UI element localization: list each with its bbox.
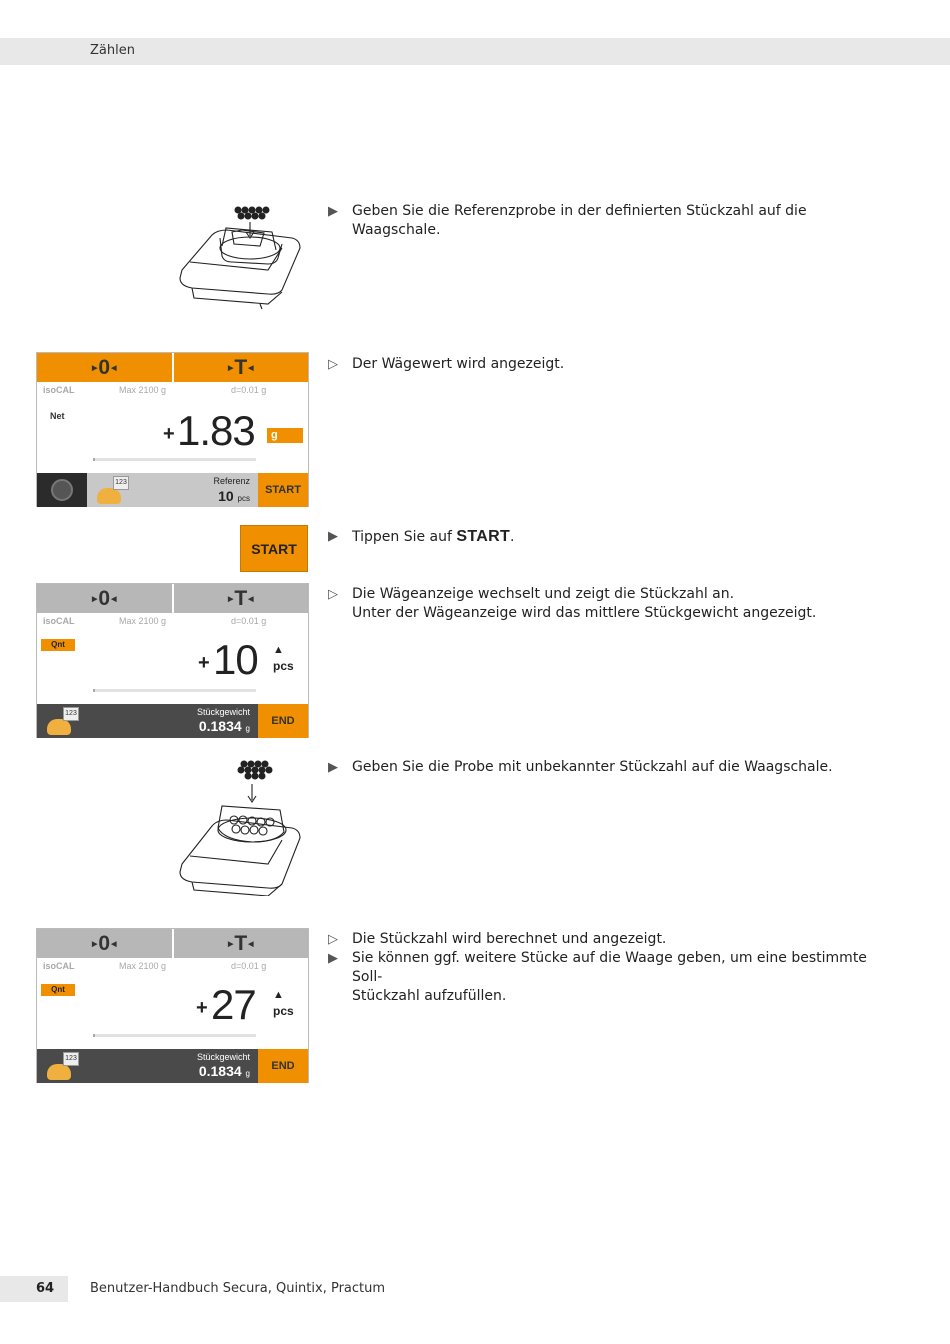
counting-app-icon[interactable]: 123 (95, 476, 131, 504)
end-softkey[interactable]: END (258, 1049, 308, 1083)
zero-key[interactable]: ▶ 0 ◀ (37, 929, 172, 958)
action-marker-icon: ▶ (328, 760, 338, 775)
menu-button[interactable] (37, 473, 87, 507)
arrow-left-icon: ◀ (248, 364, 254, 372)
mode-label: Net (50, 411, 65, 421)
piece-weight-info: Stückgewicht 0.1834 g (196, 1052, 250, 1079)
action-marker-icon: ▶ (328, 951, 338, 966)
value-sign: + (196, 997, 208, 1019)
arrow-right-icon: ▶ (92, 595, 98, 603)
page-number: 64 (36, 1281, 55, 1296)
balance-display-weight (36, 352, 309, 507)
capacity-bar (93, 689, 256, 692)
counting-app-icon[interactable]: 123 (45, 1052, 81, 1080)
arrow-right-icon: ▶ (227, 364, 234, 372)
capacity-bar (93, 458, 256, 461)
menu-icon (51, 479, 73, 501)
start-softkey[interactable]: START (258, 473, 308, 507)
value-sign: + (163, 423, 175, 445)
warning-icon: ▲ (273, 989, 284, 1001)
result-marker-icon: ▷ (328, 587, 338, 602)
readability: d=0.01 g (231, 961, 267, 971)
counting-app-icon[interactable]: 123 (45, 707, 81, 735)
scale-reference-illustration (172, 200, 307, 310)
tare-key[interactable]: ▶ T ◀ (172, 584, 309, 613)
capacity-bar (93, 1034, 256, 1037)
action-marker-icon: ▶ (328, 204, 338, 219)
mode-badge: Qnt (41, 639, 75, 651)
isocal-label: isoCAL (43, 616, 75, 626)
step-place-reference: ▶ Geben Sie die Referenzprobe in der definierten Stückzahl auf die Waagschale. (328, 203, 807, 238)
max-capacity: Max 2100 g (119, 616, 167, 626)
max-capacity: Max 2100 g (119, 385, 167, 395)
reference-info: Referenz 10 pcs (213, 476, 250, 504)
arrow-right-icon: ▶ (227, 595, 234, 603)
balance-display-count-27 (36, 928, 309, 1083)
readability: d=0.01 g (231, 616, 267, 626)
count-value: 27 (211, 981, 256, 1028)
value-sign: + (198, 652, 210, 674)
scale-unknown-sample-illustration (172, 756, 307, 896)
end-softkey[interactable]: END (258, 704, 308, 738)
arrow-right-icon: ▶ (92, 364, 98, 372)
arrow-left-icon: ◀ (111, 940, 117, 948)
tare-key[interactable]: ▶ T ◀ (172, 929, 309, 958)
arrow-left-icon: ◀ (111, 595, 117, 603)
step-count-calculated: ▷ Die Stückzahl wird berechnet und angezeigt. ▶ Sie können ggf. weitere Stücke auf die Waage geben, um eine bestimmte Soll- Stückzahl aufzufüllen. (328, 931, 867, 1004)
page-number-box (0, 1276, 68, 1302)
arrow-left-icon: ◀ (248, 940, 254, 948)
unit-label: pcs (273, 659, 294, 673)
arrow-right-icon: ▶ (92, 940, 98, 948)
start-button[interactable]: START (240, 525, 308, 572)
arrow-left-icon: ◀ (248, 595, 254, 603)
unit-label: pcs (273, 1004, 294, 1018)
step-tap-start: ▶ Tippen Sie auf START. (328, 528, 515, 545)
start-key-reference: START (456, 528, 511, 545)
step-weight-shown: ▷ Der Wägewert wird angezeigt. (328, 356, 565, 372)
isocal-label: isoCAL (43, 385, 75, 395)
weight-value: 1.83 (177, 407, 255, 454)
isocal-label: isoCAL (43, 961, 75, 971)
step-place-unknown: ▶ Geben Sie die Probe mit unbekannter Stückzahl auf die Waagschale. (328, 759, 833, 775)
max-capacity: Max 2100 g (119, 961, 167, 971)
mode-badge: Qnt (41, 984, 75, 996)
warning-icon: ▲ (273, 644, 284, 656)
arrow-left-icon: ◀ (111, 364, 117, 372)
result-marker-icon: ▷ (328, 357, 338, 372)
arrow-right-icon: ▶ (227, 940, 234, 948)
piece-weight-info: Stückgewicht 0.1834 g (196, 707, 250, 734)
header-bar (0, 38, 950, 65)
step-count-shown: ▷ Die Wägeanzeige wechselt und zeigt die Stückzahl an. Unter der Wägeanzeige wird das mittlere Stückgewicht angezeigt. (328, 586, 817, 621)
zero-key[interactable]: ▶ 0 ◀ (37, 584, 172, 613)
unit-badge: g (267, 428, 303, 443)
piece-weight-value: 0.1834 (198, 718, 242, 734)
manual-title: Benutzer-Handbuch Secura, Quintix, Practum (90, 1281, 386, 1296)
piece-weight-value: 0.1834 (198, 1063, 242, 1079)
result-marker-icon: ▷ (328, 932, 338, 947)
readability: d=0.01 g (231, 385, 267, 395)
tare-key[interactable]: ▶ T ◀ (172, 353, 309, 382)
reference-count: 10 (218, 488, 234, 504)
section-title: Zählen (90, 43, 135, 58)
count-value: 10 (213, 636, 258, 683)
balance-display-count-10 (36, 583, 309, 738)
action-marker-icon: ▶ (328, 529, 338, 544)
zero-key[interactable]: ▶ 0 ◀ (37, 353, 172, 382)
